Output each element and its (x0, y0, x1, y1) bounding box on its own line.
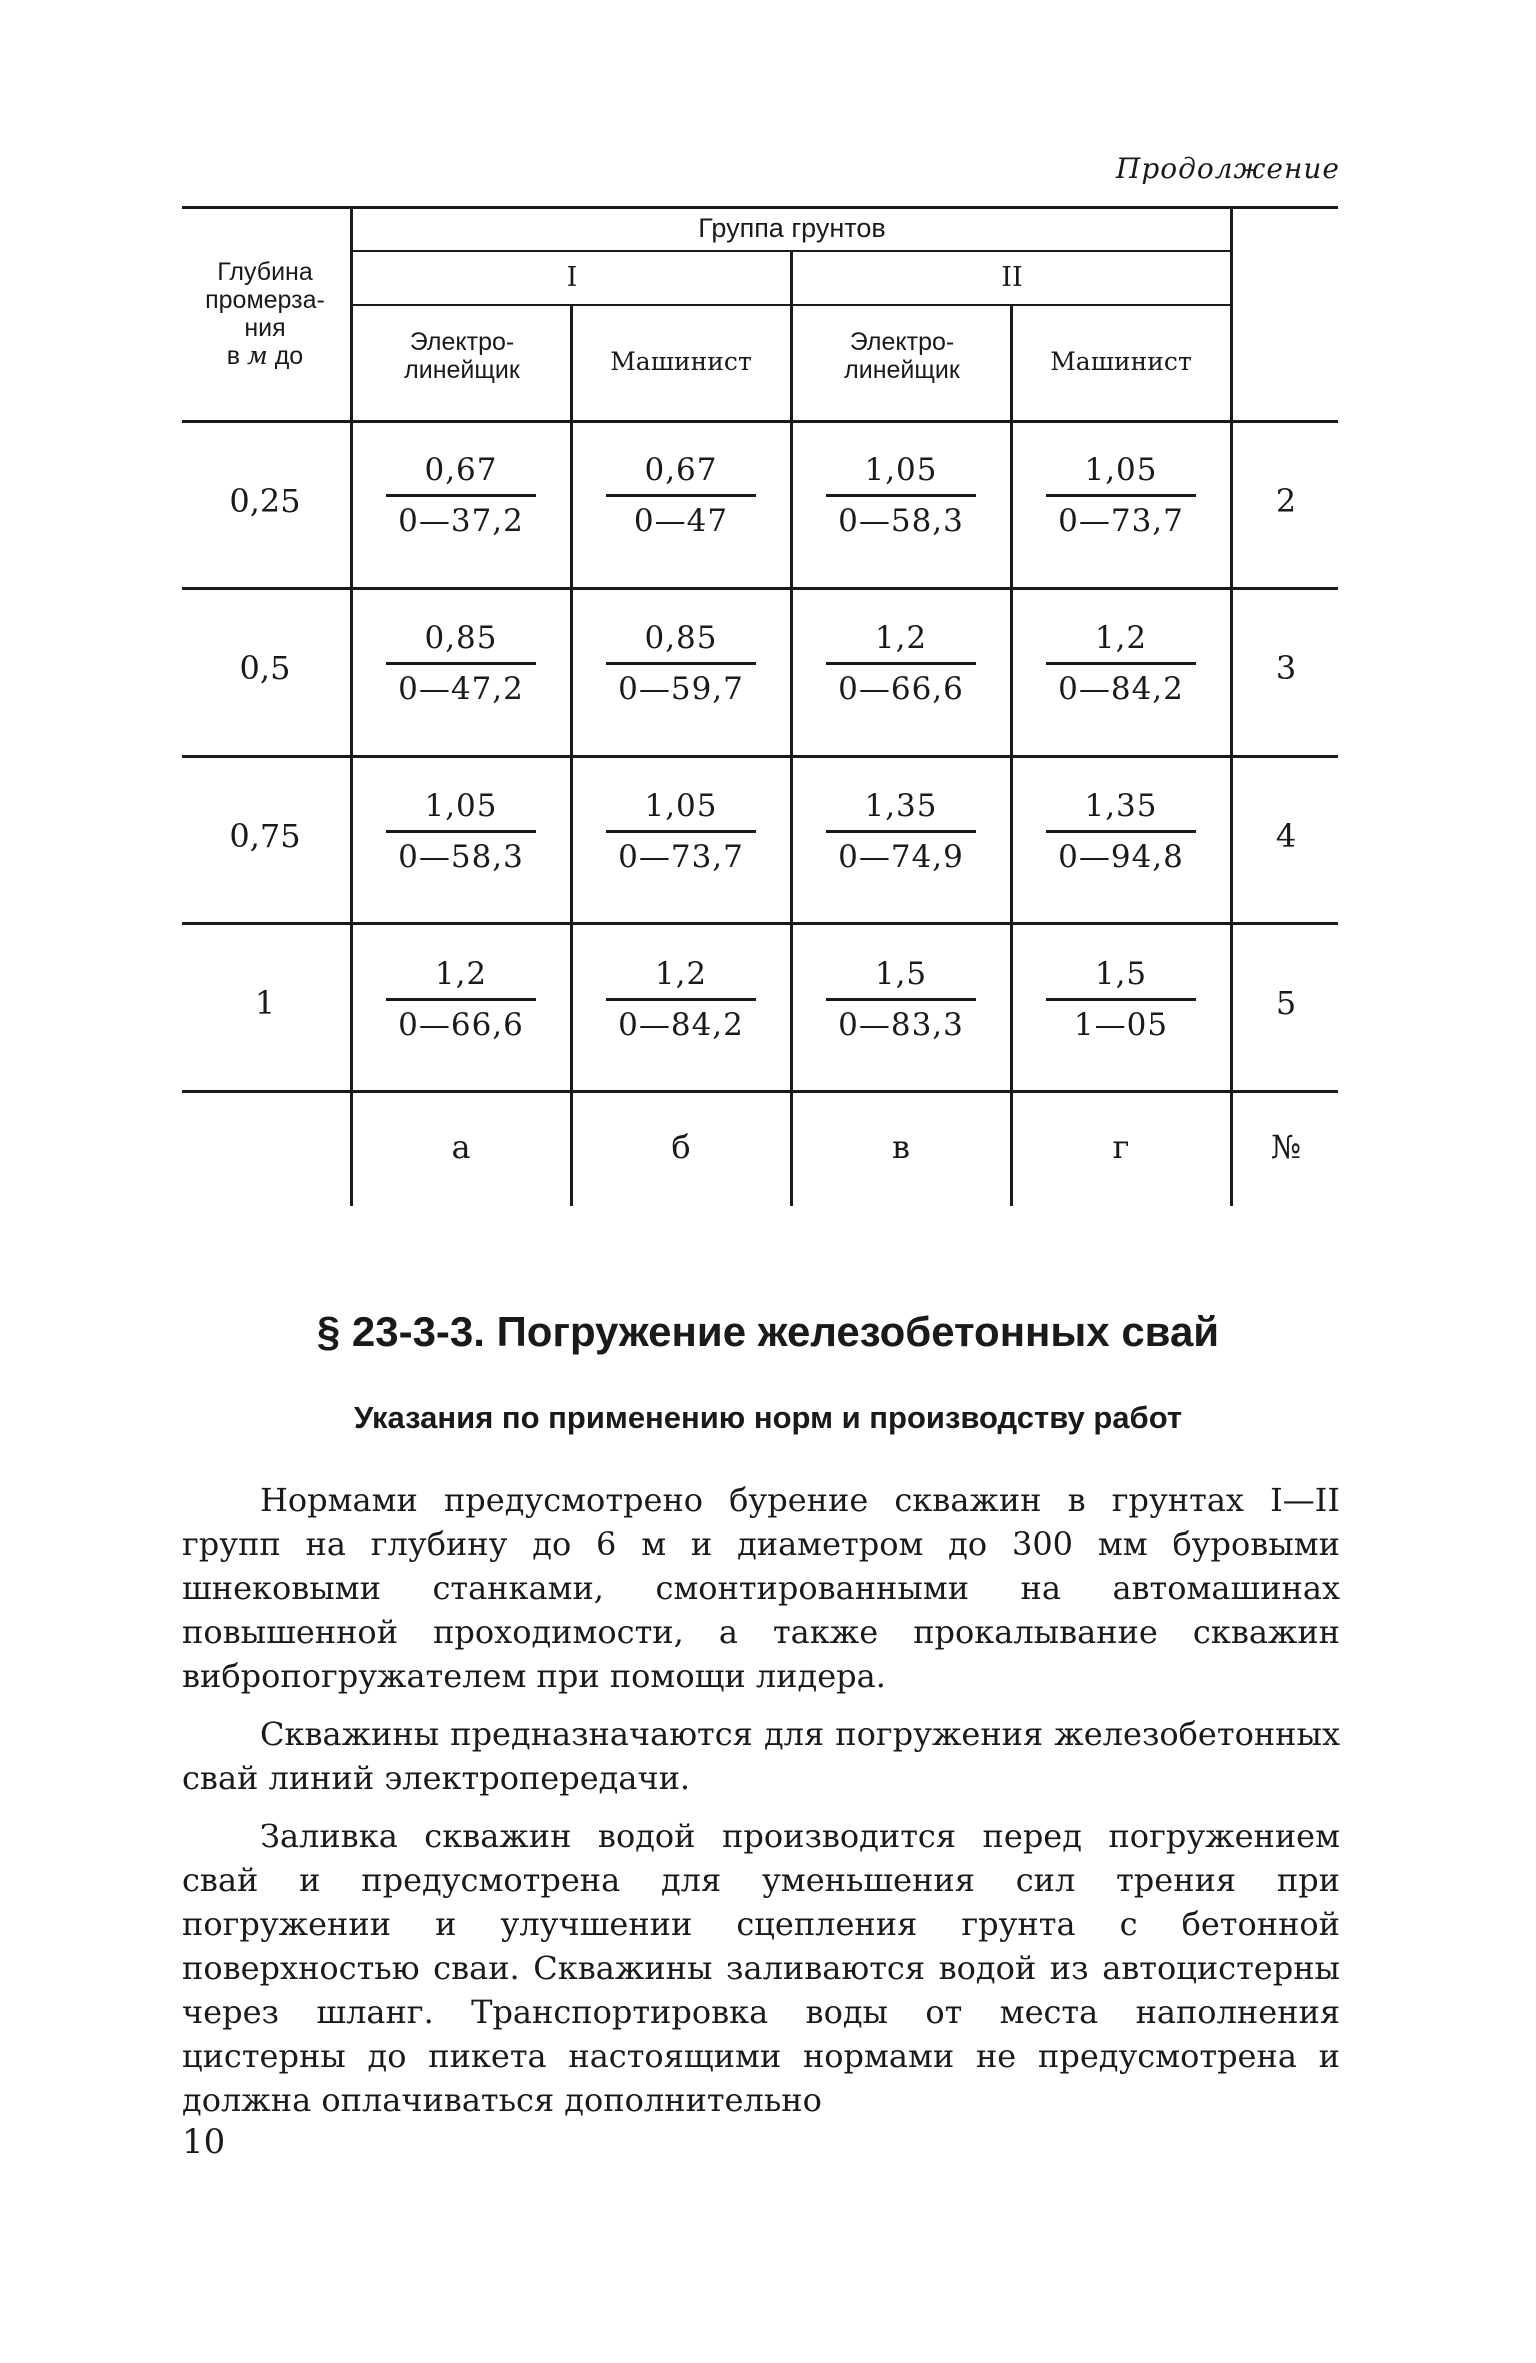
row-rule (182, 922, 1338, 925)
norm-cell: 1,5 1—05 (1046, 954, 1196, 1045)
norm-cell: 1,35 0—94,8 (1046, 786, 1196, 877)
column-header: Машинист (1050, 347, 1192, 376)
col-rule (790, 252, 793, 1206)
column-header: Машинист (610, 347, 752, 376)
row-number: 3 (1275, 649, 1297, 687)
group-label: II (1001, 262, 1023, 293)
norm-cell: 1,2 0—66,6 (386, 954, 536, 1045)
norm-cell: 1,2 0—66,6 (826, 618, 976, 709)
depth-cell: 1 (254, 984, 276, 1022)
table-top-rule (182, 206, 1338, 209)
header-bottom-rule (182, 420, 1338, 423)
norms-table (182, 206, 1338, 1206)
paragraph: Заливка скважин водой производится перед погружением свай и предусмотрена для уменьшения сил трения при погружении и улучшении сцепления грунта с бетонной поверхностью сваи. Скважины заливаются водой из автоцистерны через шланг. Транспортировка воды от места наполнения цистерны до пикета настоящими нормами не предусмотрена и должна оплачиваться дополнительно (182, 1817, 1340, 2119)
row-number: 4 (1275, 817, 1297, 855)
page-number: 10 (182, 2122, 226, 2162)
row-number: 5 (1275, 984, 1297, 1022)
row-rule (182, 1090, 1338, 1093)
col-rule (350, 206, 353, 1206)
number-sign: № (1270, 1128, 1302, 1166)
row-rule (182, 587, 1338, 590)
column-letter: г (1112, 1128, 1130, 1166)
depth-cell: 0,75 (229, 817, 301, 855)
group-header: Группа грунтов (698, 213, 886, 243)
continued-label: Продолжение (1115, 152, 1340, 185)
norm-cell: 1,5 0—83,3 (826, 954, 976, 1045)
norm-cell: 0,85 0—47,2 (386, 618, 536, 709)
column-header: Электро- линейщик (844, 328, 960, 384)
section-title: § 23-3-3. Погружение железобетонных свай (316, 1308, 1220, 1355)
depth-cell: 0,5 (239, 649, 291, 687)
group-label: I (566, 262, 578, 293)
norm-cell: 1,35 0—74,9 (826, 786, 976, 877)
body-text (182, 1478, 1340, 2136)
section-subtitle: Указания по применению норм и производству работ (353, 1400, 1183, 1435)
depth-cell: 0,25 (229, 482, 301, 520)
norm-cell: 0,67 0—47 (606, 450, 756, 541)
norm-cell: 1,2 0—84,2 (1046, 618, 1196, 709)
norm-cell: 1,2 0—84,2 (606, 954, 756, 1045)
norm-cell: 1,05 0—58,3 (386, 786, 536, 877)
norm-cell: 1,05 0—73,7 (1046, 450, 1196, 541)
norm-cell: 0,85 0—59,7 (606, 618, 756, 709)
depth-header: Глубина промерза- ния в м до (205, 258, 325, 370)
col-rule (570, 306, 573, 1206)
paragraph: Нормами предусмотрено бурение скважин в грунтах I—II групп на глубину до 6 м и диаметром до 300 мм буровыми шнековыми станками, смонтированными на автомашинах повышенной проходимости, а также прокалывание скважин вибропогружателем при помощи лидера. (182, 1481, 1340, 1695)
row-number: 2 (1275, 482, 1297, 520)
column-letter: в (891, 1128, 910, 1166)
paragraph: Скважины предназначаются для погружения железобетонных свай линий электропередачи. (182, 1715, 1340, 1797)
column-letter: а (451, 1128, 471, 1166)
norm-cell: 0,67 0—37,2 (386, 450, 536, 541)
row-rule (182, 755, 1338, 758)
column-letter: б (671, 1128, 691, 1166)
column-header: Электро- линейщик (404, 328, 520, 384)
norm-cell: 1,05 0—58,3 (826, 450, 976, 541)
col-rule (1230, 206, 1233, 1206)
col-rule (1010, 306, 1013, 1206)
norm-cell: 1,05 0—73,7 (606, 786, 756, 877)
